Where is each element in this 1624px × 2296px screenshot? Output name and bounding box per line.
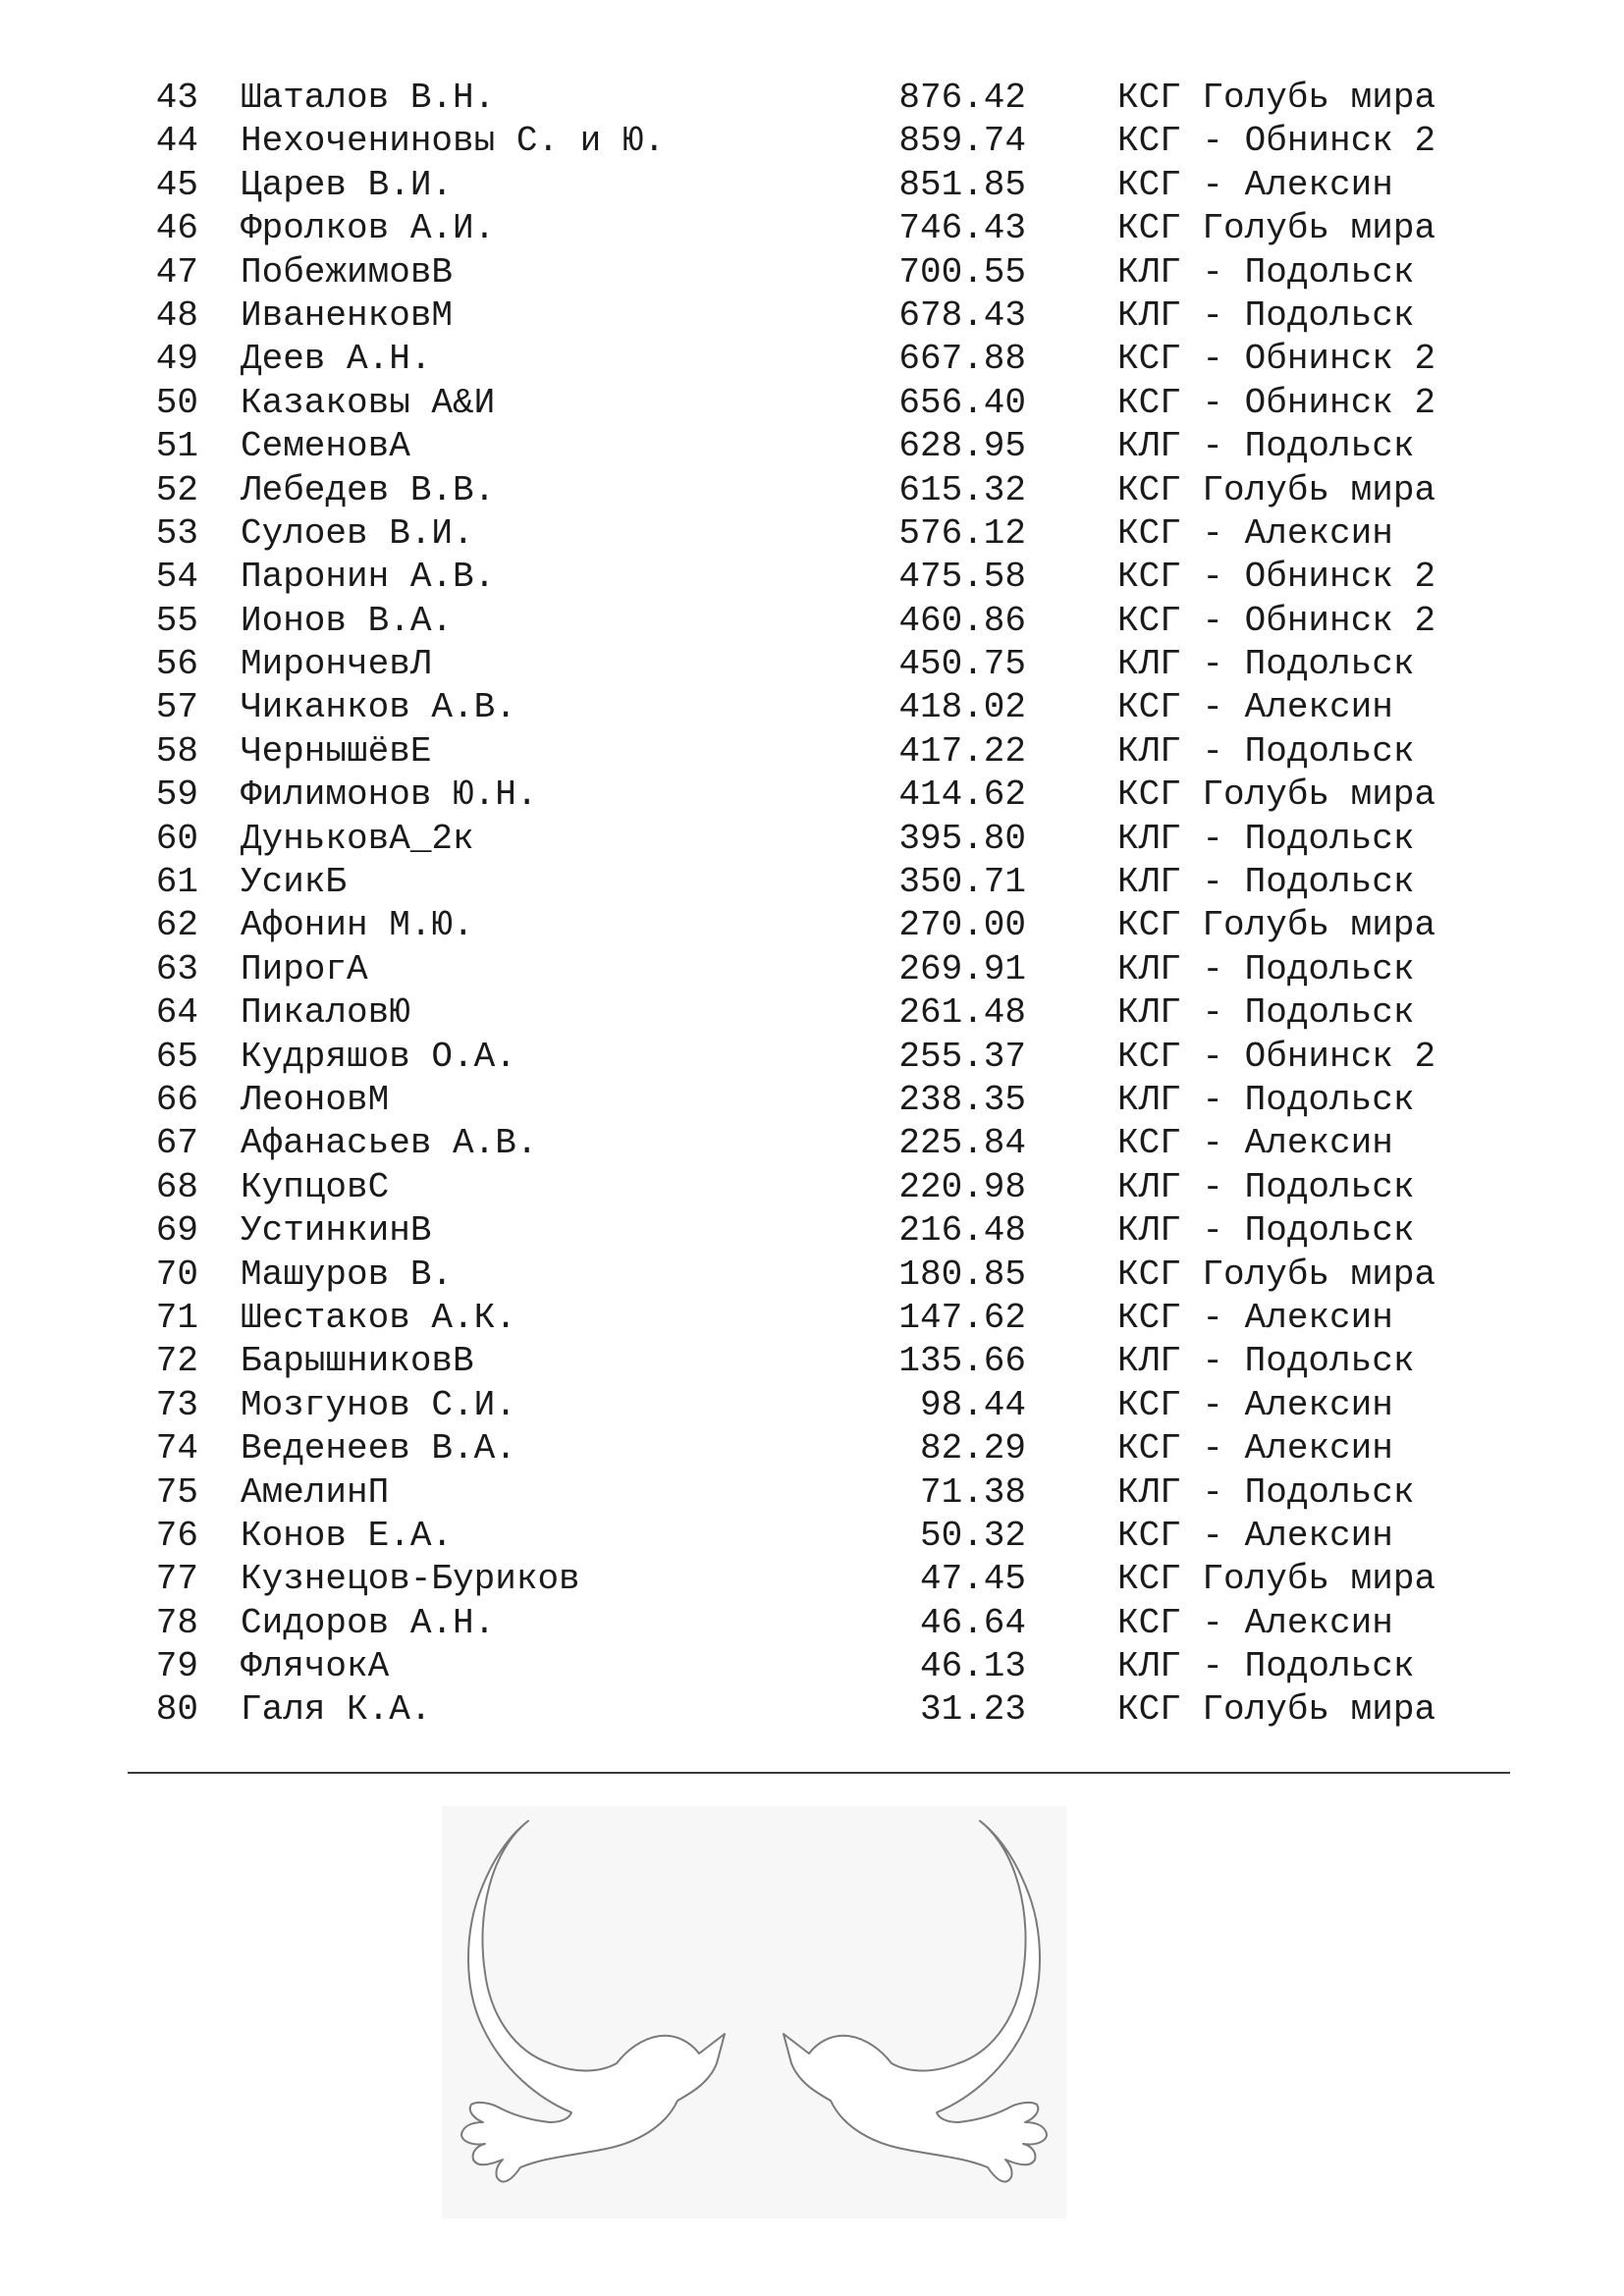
name-cell: ПобежимовВ — [241, 251, 454, 293]
rank-cell: 60 — [155, 818, 198, 859]
name-cell: УстинкинВ — [241, 1210, 432, 1252]
score-cell: 576.12 — [898, 512, 1026, 554]
rank-cell: 54 — [155, 557, 198, 598]
table-row — [0, 904, 1624, 947]
table-row — [0, 1254, 1624, 1297]
table-row — [0, 1645, 1624, 1688]
rank-cell: 49 — [155, 339, 198, 380]
name-cell: СеменовА — [241, 426, 410, 467]
score-cell: 225.84 — [898, 1123, 1026, 1164]
score-cell: 851.85 — [898, 164, 1026, 205]
name-cell: Сидоров А.Н. — [241, 1602, 496, 1643]
rank-cell: 45 — [155, 164, 198, 205]
table-row — [0, 338, 1624, 381]
rank-cell: 47 — [155, 251, 198, 293]
table-row — [0, 1471, 1624, 1515]
table-row — [0, 1036, 1624, 1079]
score-cell: 414.62 — [898, 774, 1026, 816]
table-row — [0, 730, 1624, 774]
club-cell: КЛГ - Подольск — [1117, 251, 1415, 293]
rank-cell: 74 — [155, 1428, 198, 1469]
table-row — [0, 556, 1624, 599]
rank-cell: 71 — [155, 1297, 198, 1338]
name-cell: АмелинП — [241, 1471, 390, 1513]
rank-cell: 76 — [155, 1515, 198, 1556]
name-cell: Царев В.И. — [241, 164, 454, 205]
score-cell: 220.98 — [898, 1166, 1026, 1207]
name-cell: Машуров В. — [241, 1254, 454, 1295]
name-cell: Чиканков А.В. — [241, 687, 516, 728]
table-row — [0, 774, 1624, 817]
club-cell: КЛГ - Подольск — [1117, 294, 1415, 336]
rank-cell: 77 — [155, 1559, 198, 1600]
table-row — [0, 120, 1624, 163]
rank-cell: 63 — [155, 948, 198, 989]
club-cell: КЛГ - Подольск — [1117, 426, 1415, 467]
table-row — [0, 1297, 1624, 1340]
score-cell: 615.32 — [898, 469, 1026, 510]
table-row — [0, 1602, 1624, 1645]
name-cell: Афанасьев А.В. — [241, 1123, 538, 1164]
table-row — [0, 251, 1624, 294]
club-cell: КСГ - Алексин — [1117, 164, 1393, 205]
name-cell: ЧернышёвЕ — [241, 730, 432, 772]
rank-cell: 46 — [155, 208, 198, 249]
club-cell: КСГ - Обнинск 2 — [1117, 600, 1436, 641]
rank-cell: 43 — [155, 78, 198, 118]
rank-cell: 52 — [155, 469, 198, 510]
table-row — [0, 1515, 1624, 1558]
name-cell: Деев А.Н. — [241, 339, 432, 380]
club-cell: КСГ Голубь мира — [1117, 1689, 1436, 1731]
table-row — [0, 1688, 1624, 1732]
score-cell: 417.22 — [898, 730, 1026, 772]
name-cell: КупцовС — [241, 1166, 390, 1207]
score-cell: 667.88 — [898, 339, 1026, 380]
score-cell: 50.32 — [919, 1515, 1026, 1556]
club-cell: КСГ - Обнинск 2 — [1117, 557, 1436, 598]
club-cell: КЛГ - Подольск — [1117, 1341, 1415, 1382]
separator-line — [128, 1772, 1510, 1774]
rank-cell: 44 — [155, 121, 198, 162]
rank-cell: 73 — [155, 1384, 198, 1425]
club-cell: КЛГ - Подольск — [1117, 1166, 1415, 1207]
rank-cell: 65 — [155, 1036, 198, 1077]
table-row — [0, 1166, 1624, 1209]
name-cell: Лебедев В.В. — [241, 469, 496, 510]
rank-cell: 50 — [155, 382, 198, 423]
club-cell: КСГ - Алексин — [1117, 1515, 1393, 1556]
rank-cell: 48 — [155, 294, 198, 336]
club-cell: КСГ - Алексин — [1117, 512, 1393, 554]
club-cell: КЛГ - Подольск — [1117, 862, 1415, 903]
club-cell: КСГ Голубь мира — [1117, 1559, 1436, 1600]
club-cell: КЛГ - Подольск — [1117, 644, 1415, 685]
name-cell: Сулоев В.И. — [241, 512, 474, 554]
score-cell: 678.43 — [898, 294, 1026, 336]
table-row — [0, 1340, 1624, 1383]
score-cell: 475.58 — [898, 557, 1026, 598]
name-cell: Галя К.А. — [241, 1689, 432, 1731]
name-cell: Конов Е.А. — [241, 1515, 454, 1556]
dove-icon — [461, 1821, 725, 2182]
club-cell: КСГ - Алексин — [1117, 1123, 1393, 1164]
name-cell: Нехочениновы С. и Ю. — [241, 121, 666, 162]
rank-cell: 57 — [155, 687, 198, 728]
score-cell: 746.43 — [898, 208, 1026, 249]
rank-cell: 69 — [155, 1210, 198, 1252]
rank-cell: 62 — [155, 905, 198, 946]
score-cell: 628.95 — [898, 426, 1026, 467]
table-row — [0, 991, 1624, 1035]
rank-cell: 72 — [155, 1341, 198, 1382]
score-cell: 876.42 — [898, 78, 1026, 118]
rank-cell: 55 — [155, 600, 198, 641]
score-cell: 98.44 — [919, 1384, 1026, 1425]
score-cell: 859.74 — [898, 121, 1026, 162]
score-cell: 450.75 — [898, 644, 1026, 685]
score-cell: 71.38 — [919, 1471, 1026, 1513]
score-cell: 460.86 — [898, 600, 1026, 641]
name-cell: ИваненковМ — [241, 294, 454, 336]
score-cell: 238.35 — [898, 1079, 1026, 1120]
rank-cell: 66 — [155, 1079, 198, 1120]
club-cell: КСГ Голубь мира — [1117, 78, 1436, 118]
score-cell: 269.91 — [898, 948, 1026, 989]
table-row — [0, 1209, 1624, 1253]
score-cell: 46.13 — [919, 1646, 1026, 1687]
name-cell: Веденеев В.А. — [241, 1428, 516, 1469]
rank-cell: 75 — [155, 1471, 198, 1513]
rank-cell: 56 — [155, 644, 198, 685]
table-row — [0, 425, 1624, 468]
club-cell: КЛГ - Подольск — [1117, 1646, 1415, 1687]
table-row — [0, 1384, 1624, 1427]
club-cell: КСГ Голубь мира — [1117, 469, 1436, 510]
score-cell: 180.85 — [898, 1254, 1026, 1295]
name-cell: Казаковы А&И — [241, 382, 496, 423]
score-cell: 350.71 — [898, 862, 1026, 903]
rank-cell: 64 — [155, 992, 198, 1034]
name-cell: Филимонов Ю.Н. — [241, 774, 538, 816]
table-row — [0, 686, 1624, 729]
name-cell: Ионов В.А. — [241, 600, 454, 641]
table-row — [0, 600, 1624, 643]
name-cell: Афонин М.Ю. — [241, 905, 474, 946]
club-cell: КСГ Голубь мира — [1117, 1254, 1436, 1295]
table-row — [0, 861, 1624, 904]
club-cell: КЛГ - Подольск — [1117, 1210, 1415, 1252]
table-row — [0, 1427, 1624, 1470]
table-row — [0, 469, 1624, 512]
table-row — [0, 512, 1624, 556]
rank-cell: 59 — [155, 774, 198, 816]
results-table — [0, 77, 1624, 1733]
club-cell: КЛГ - Подольск — [1117, 948, 1415, 989]
score-cell: 47.45 — [919, 1559, 1026, 1600]
club-cell: КЛГ - Подольск — [1117, 992, 1415, 1034]
name-cell: Шестаков А.К. — [241, 1297, 516, 1338]
club-cell: КЛГ - Подольск — [1117, 730, 1415, 772]
table-row — [0, 643, 1624, 686]
club-cell: КСГ - Обнинск 2 — [1117, 339, 1436, 380]
doves-illustration — [442, 1806, 1066, 2218]
score-cell: 46.64 — [919, 1602, 1026, 1643]
rank-cell: 80 — [155, 1689, 198, 1731]
score-cell: 418.02 — [898, 687, 1026, 728]
rank-cell: 61 — [155, 862, 198, 903]
name-cell: УсикБ — [241, 862, 348, 903]
rank-cell: 67 — [155, 1123, 198, 1164]
score-cell: 700.55 — [898, 251, 1026, 293]
score-cell: 147.62 — [898, 1297, 1026, 1338]
club-cell: КСГ Голубь мира — [1117, 208, 1436, 249]
name-cell: Паронин А.В. — [241, 557, 496, 598]
table-row — [0, 294, 1624, 338]
club-cell: КСГ - Алексин — [1117, 1384, 1393, 1425]
score-cell: 82.29 — [919, 1428, 1026, 1469]
rank-cell: 53 — [155, 512, 198, 554]
table-row — [0, 207, 1624, 250]
club-cell: КЛГ - Подольск — [1117, 818, 1415, 859]
club-cell: КСГ - Алексин — [1117, 1428, 1393, 1469]
rank-cell: 78 — [155, 1602, 198, 1643]
name-cell: ФлячокА — [241, 1646, 390, 1687]
rank-cell: 68 — [155, 1166, 198, 1207]
name-cell: Мозгунов С.И. — [241, 1384, 516, 1425]
score-cell: 270.00 — [898, 905, 1026, 946]
name-cell: ЛеоновМ — [241, 1079, 390, 1120]
club-cell: КЛГ - Подольск — [1117, 1471, 1415, 1513]
club-cell: КЛГ - Подольск — [1117, 1079, 1415, 1120]
name-cell: ПикаловЮ — [241, 992, 410, 1034]
club-cell: КСГ - Алексин — [1117, 1297, 1393, 1338]
name-cell: МирончевЛ — [241, 644, 432, 685]
score-cell: 395.80 — [898, 818, 1026, 859]
table-row — [0, 948, 1624, 991]
table-row — [0, 164, 1624, 207]
club-cell: КСГ - Обнинск 2 — [1117, 121, 1436, 162]
rank-cell: 70 — [155, 1254, 198, 1295]
club-cell: КСГ Голубь мира — [1117, 905, 1436, 946]
name-cell: Кузнецов-Буриков — [241, 1559, 580, 1600]
table-row — [0, 382, 1624, 425]
club-cell: КСГ - Алексин — [1117, 687, 1393, 728]
dove-icon — [784, 1821, 1047, 2182]
club-cell: КСГ - Обнинск 2 — [1117, 382, 1436, 423]
name-cell: Шаталов В.Н. — [241, 78, 496, 118]
club-cell: КСГ Голубь мира — [1117, 774, 1436, 816]
score-cell: 135.66 — [898, 1341, 1026, 1382]
score-cell: 656.40 — [898, 382, 1026, 423]
table-row — [0, 1558, 1624, 1601]
rank-cell: 58 — [155, 730, 198, 772]
table-row — [0, 1079, 1624, 1122]
club-cell: КСГ - Алексин — [1117, 1602, 1393, 1643]
score-cell: 216.48 — [898, 1210, 1026, 1252]
score-cell: 261.48 — [898, 992, 1026, 1034]
table-row — [0, 818, 1624, 861]
table-row — [0, 77, 1624, 120]
score-cell: 31.23 — [919, 1689, 1026, 1731]
rank-cell: 79 — [155, 1646, 198, 1687]
name-cell: БарышниковВ — [241, 1341, 474, 1382]
name-cell: ПирогА — [241, 948, 368, 989]
club-cell: КСГ - Обнинск 2 — [1117, 1036, 1436, 1077]
score-cell: 255.37 — [898, 1036, 1026, 1077]
name-cell: Кудряшов О.А. — [241, 1036, 516, 1077]
name-cell: ДуньковА_2к — [241, 818, 474, 859]
table-row — [0, 1122, 1624, 1165]
rank-cell: 51 — [155, 426, 198, 467]
name-cell: Фролков А.И. — [241, 208, 496, 249]
